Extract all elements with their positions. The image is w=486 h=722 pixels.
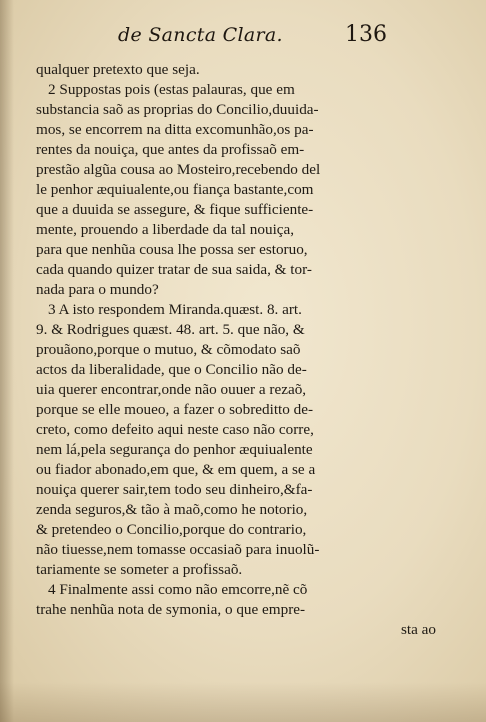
body-text [36, 60, 438, 640]
page-number: 136 [345, 22, 387, 47]
text-line: porque se elle moueo, a fazer o sobreditto de- [36, 401, 314, 418]
text-line: sta ao [400, 621, 436, 638]
text-line: qualquer pretexto que seja. [36, 61, 200, 78]
text-line: nem lá,pela segurança do penhor æquiualente [36, 441, 313, 458]
text-line: que a duuida se assegure, & fique sufficiente- [36, 201, 314, 218]
text-line: & pretendeo o Concilio,porque do contrario, [36, 521, 307, 538]
text-line: prestão algũa cousa ao Mosteiro,recebendo del [36, 161, 321, 178]
text-line: tariamente se someter a profissaõ. [36, 561, 243, 578]
text-line: 2 Suppostas pois (estas palauras, que em [48, 81, 295, 98]
text-line: prouãono,porque o mutuo, & cõmodato saõ [36, 341, 301, 358]
text-line: 3 A isto respondem Miranda.quæst. 8. art. [48, 301, 302, 318]
text-line: não tiuesse,nem tomasse occasiaõ para inuolũ- [36, 541, 320, 558]
text-line: nouiça querer sair,tem todo seu dinheiro,&fa- [36, 481, 313, 498]
text-line: ou fiador abonado,em que, & em quem, a se a [36, 461, 316, 478]
text-line: 9. & Rodrigues quæst. 48. art. 5. que não, & [36, 321, 305, 338]
text-line: cada quando quizer tratar de sua saida, & tor- [36, 261, 312, 278]
text-line: nada para o mundo? [36, 281, 159, 298]
text-line: mente, prouendo a liberdade da tal nouiça, [36, 221, 295, 238]
gutter-shadow [0, 0, 14, 722]
text-line: rentes da nouiça, que antes da profissaõ em- [36, 141, 305, 158]
text-line: substancia saõ as proprias do Concilio,duuida- [36, 101, 319, 118]
text-line: 4 Finalmente assi como não emcorre,nẽ cõ [48, 581, 308, 598]
text-line: creto, como defeito aqui neste caso não corre, [36, 421, 314, 438]
text-line: le penhor æquiualente,ou fiança bastante,com [36, 181, 314, 198]
bottom-shadow [0, 682, 486, 722]
text-line: uia querer encontrar,onde não ouuer a rezaõ, [36, 381, 307, 398]
text-line: actos da liberalidade, que o Concilio não de- [36, 361, 307, 378]
text-line: zenda seguros,& tão à maõ,como he notorio, [36, 501, 308, 518]
text-line: trahe nenhũa nota de symonia, o que empre- [36, 601, 306, 618]
text-line: para que nenhũa cousa lhe possa ser estoruo, [36, 241, 308, 258]
text-line: mos, se encorrem na ditta excomunhão,os pa- [36, 121, 314, 138]
running-head: de Sancta Clara. [118, 24, 283, 46]
